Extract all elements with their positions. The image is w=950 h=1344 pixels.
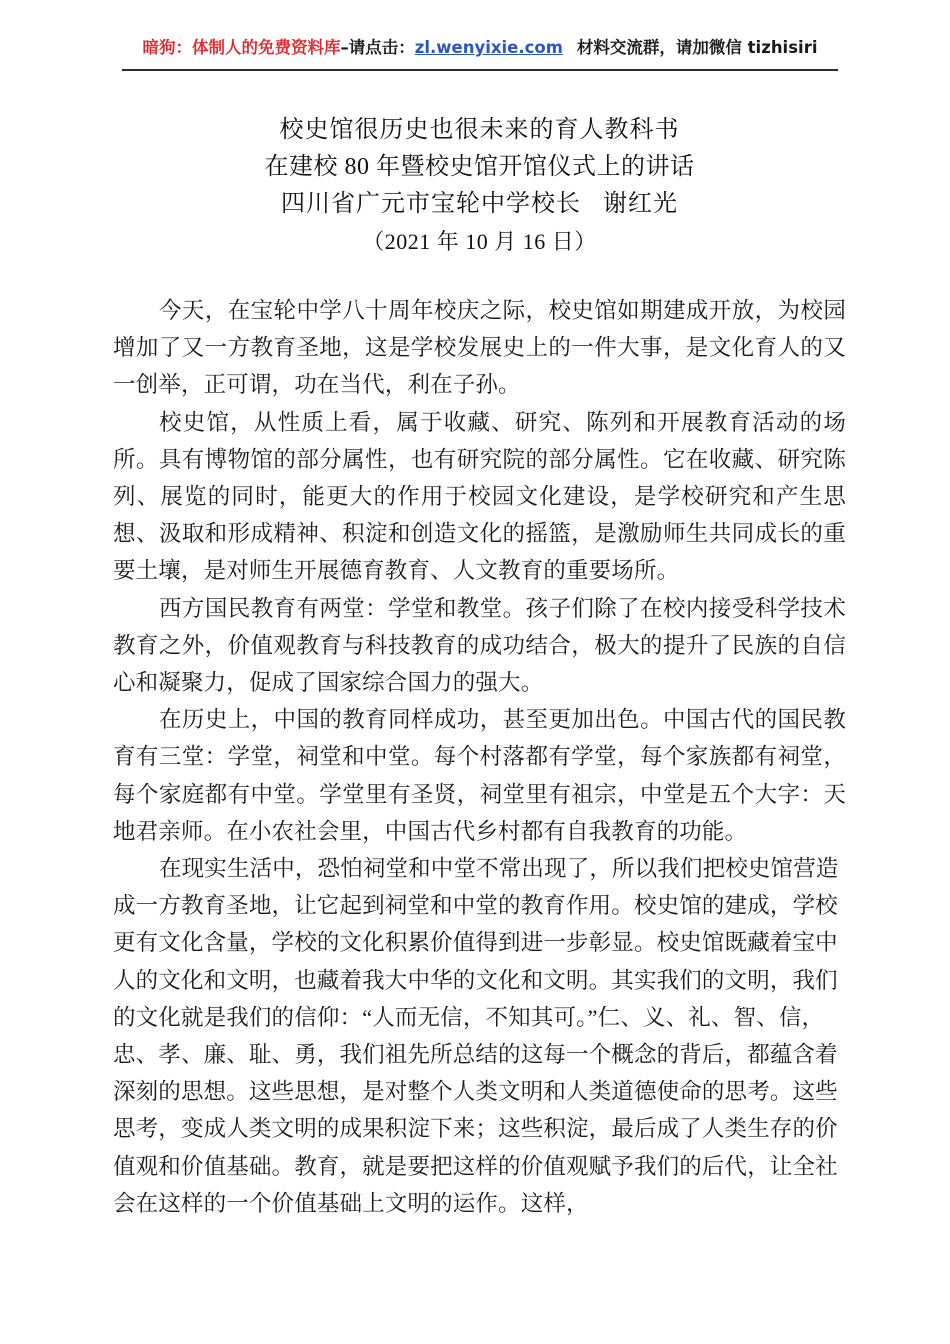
promo-link[interactable]: zl.wenyixie.com [414,38,563,57]
body-paragraph: 在历史上，中国的教育同样成功，甚至更加出色。中国古代的国民教育有三堂：学堂，祠堂和中堂。每个村落都有学堂，每个家族都有祠堂，每个家庭都有中堂。学堂里有圣贤，祠堂里有祖宗，中堂是五个大字：天地君亲师。在小农社会里，中国古代乡村都有自我教育的功能。 [113,707,846,844]
title-date: （2021 年 10 月 16 日） [362,229,597,254]
promo-header-line [122,38,838,58]
page-title: 校史馆很历史也很未来的育人教科书 [279,117,680,143]
author-name: 谢红光 [603,191,678,217]
title-author-line [113,186,846,223]
promo-brand-text: 暗狗：体制人的免费资料库 [142,38,341,57]
header-divider [122,69,838,71]
body-paragraph: 今天，在宝轮中学八十周年校庆之际，校史馆如期建成开放，为校园增加了又一方教育圣地，这是学校发展史上的一件大事，是文化育人的又一创举，正可谓，功在当代，利在子孙。 [113,298,846,398]
body-paragraph: 校史馆，从性质上看，属于收藏、研究、陈列和开展教育活动的场所。具有博物馆的部分属性，也有研究院的部分属性。它在收藏、研究陈列、展览的同时，能更大的作用于校园文化建设，是学校研究和产生思想、汲取和形成精神、积淀和创造文化的摇篮，是激励师生共同成长的重要土壤，是对师生开展德育教育、人文教育的重要场所。 [113,409,846,584]
document-title-block [113,112,846,260]
promo-click-text: –请点击： [340,38,415,57]
promo-header [122,38,838,58]
author-affiliation: 四川省广元市宝轮中学校长 [281,191,581,217]
promo-wechat-text: 材料交流群，请加微信 tizhisiri [576,38,818,57]
document-body [113,292,846,1222]
body-paragraph: 在现实生活中，恐怕祠堂和中堂不常出现了，所以我们把校史馆营造成一方教育圣地，让它起到祠堂和中堂的教育作用。校史馆的建成，学校更有文化含量，学校的文化积累价值得到进一步彰显。校史馆既藏着宝中人的文化和文明，也藏着我大中华的文化和文明。其实我们的文明，我们的文化就是我们的信仰：“人而无信，不知其可。”仁、义、礼、智、信，忠、孝、廉、耻、勇，我们祖先所总结的这每一个概念的背后，都蕴含着深刻的思想。这些思想，是对整个人类文明和人类道德使命的思考。这些思考，变成人类文明的成果积淀下来；这些积淀，最后成了人类生存的价值观和价值基础。教育，就是要把这样的价值观赋予我们的后代，让全社会在这样的一个价值基础上文明的运作。这样， [113,856,839,1216]
title-subtitle: 在建校 80 年暨校史馆开馆仪式上的讲话 [264,154,695,180]
body-paragraph: 西方国民教育有两堂：学堂和教堂。孩子们除了在校内接受科学技术教育之外，价值观教育与科技教育的成功结合，极大的提升了民族的自信心和凝聚力，促成了国家综合国力的强大。 [113,595,846,696]
